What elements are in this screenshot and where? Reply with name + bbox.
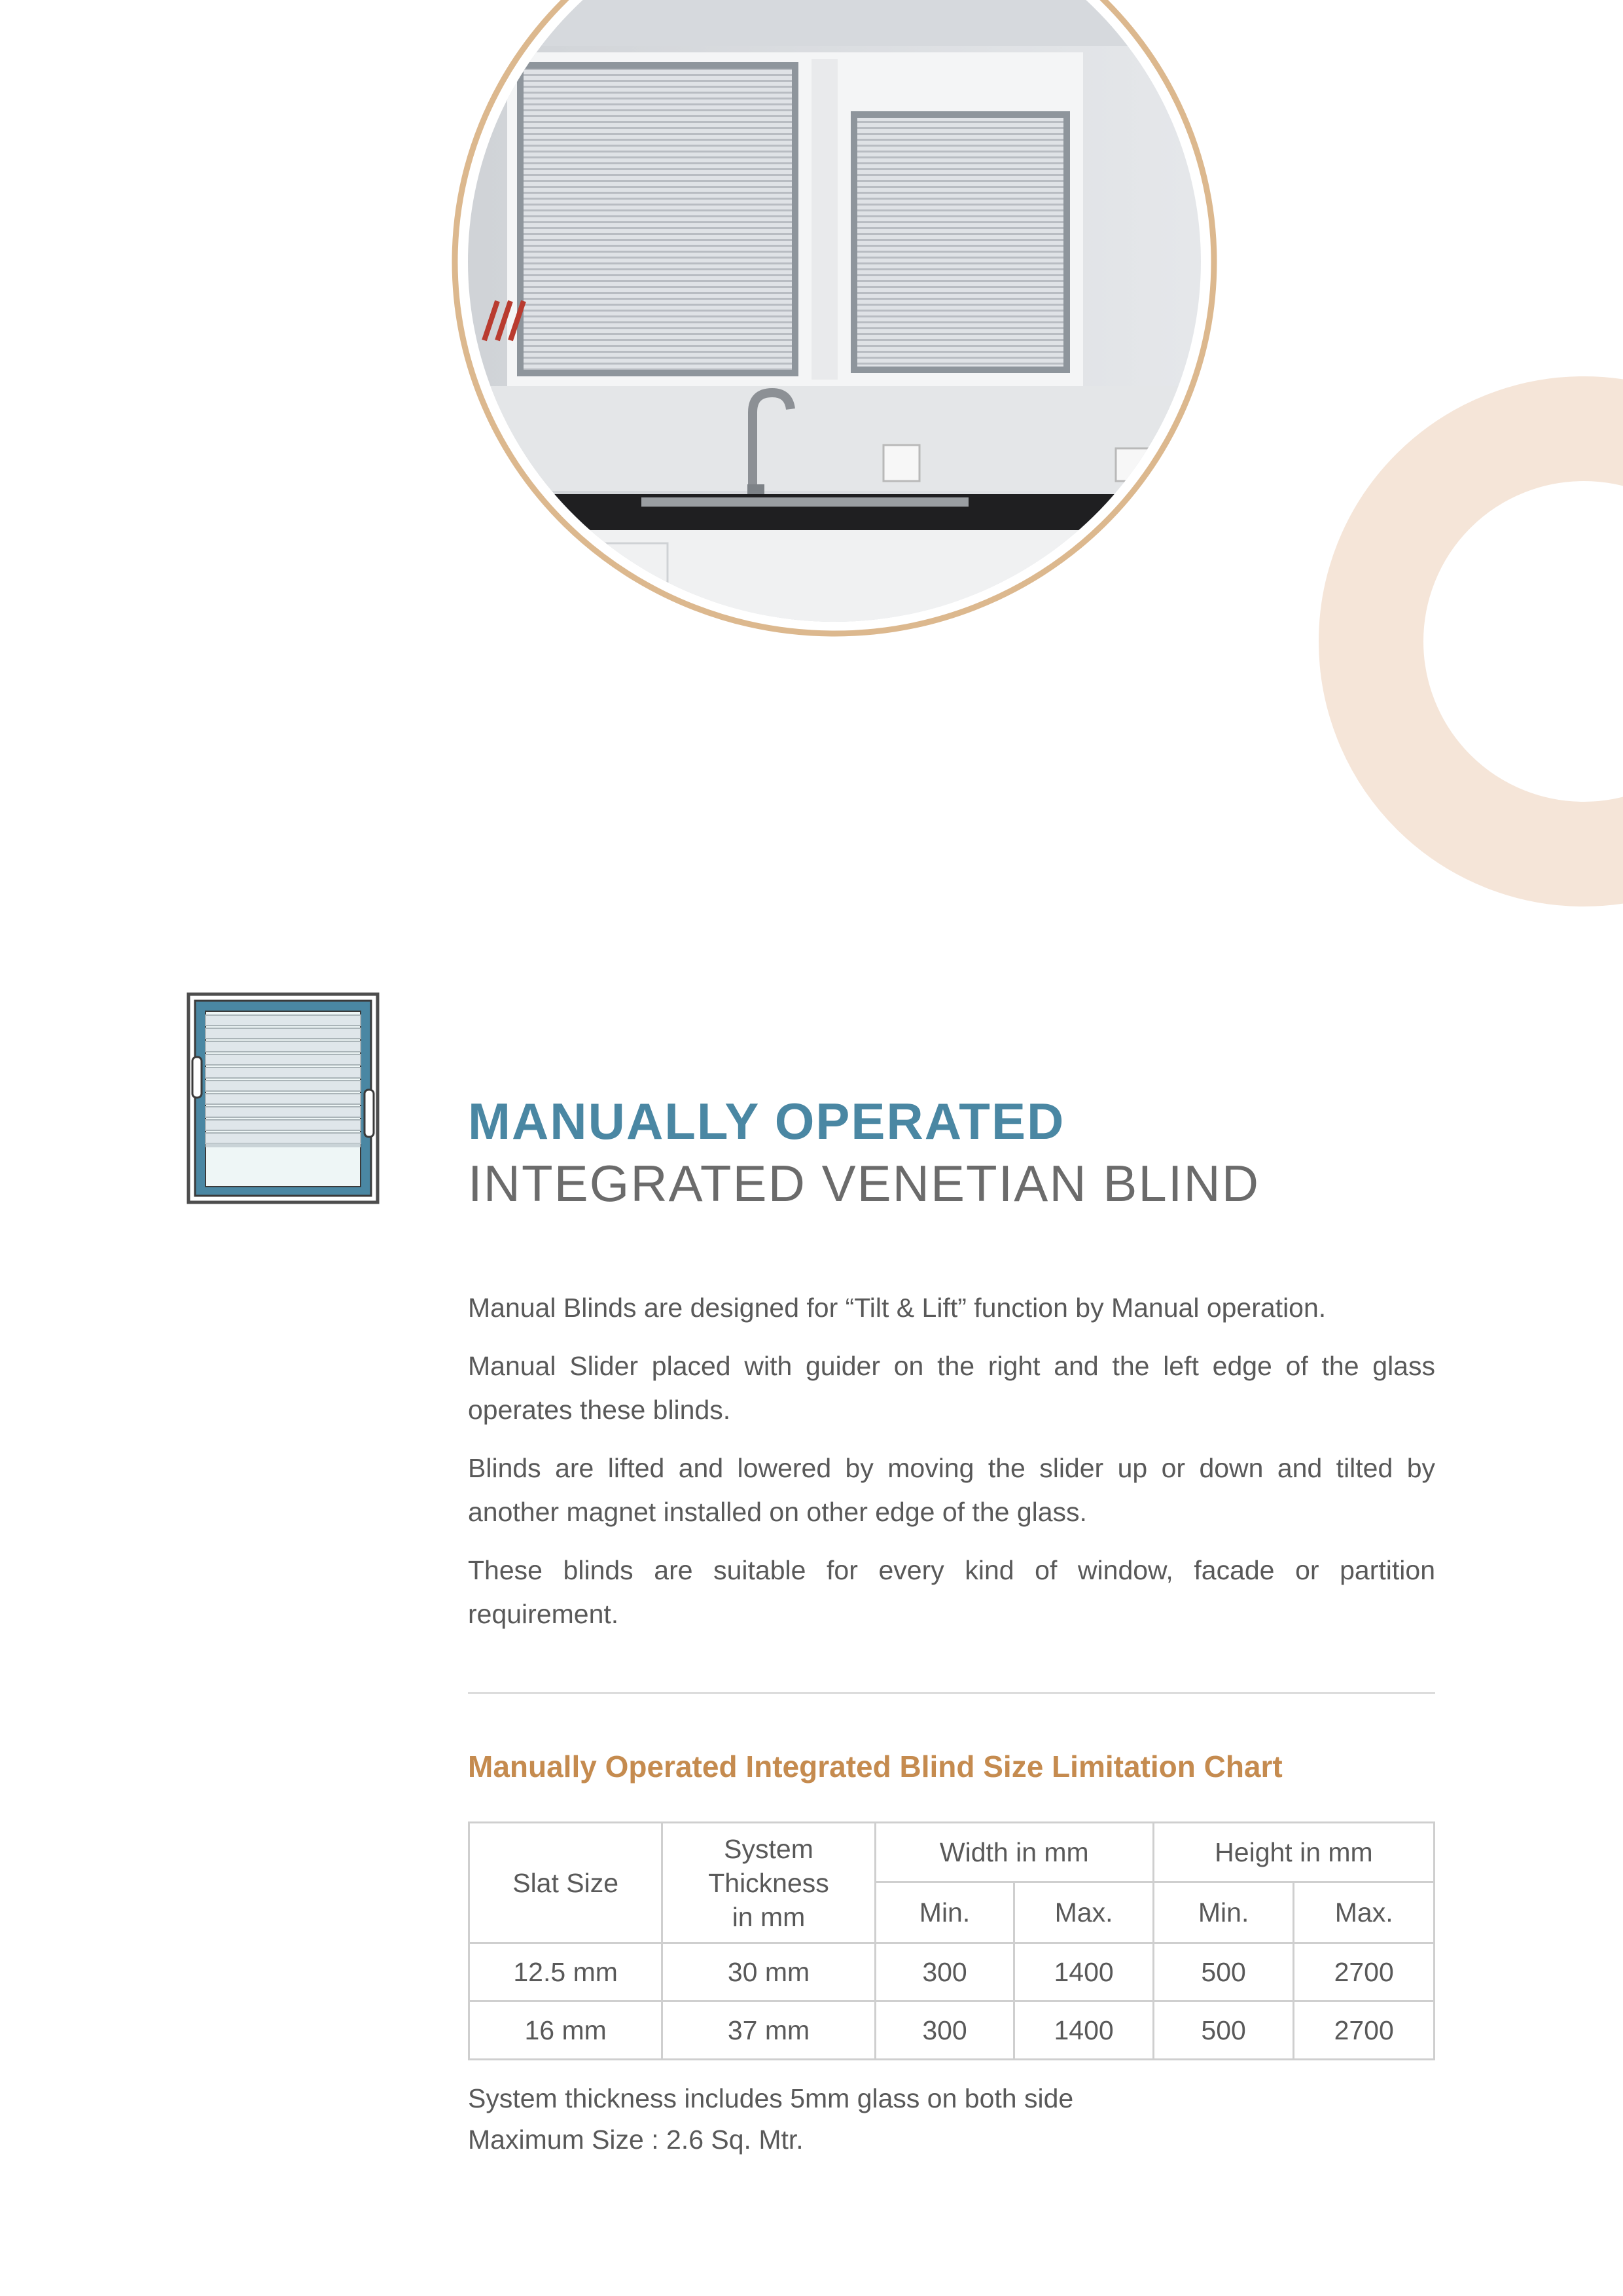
header-system-thickness: [662, 1823, 876, 1943]
cell-width-max: 1400: [1014, 2001, 1154, 2060]
header-width-min: Min.: [875, 1882, 1014, 1943]
header-width: Width in mm: [875, 1823, 1153, 1882]
heading-line-2: INTEGRATED VENETIAN BLIND: [468, 1155, 1260, 1212]
header-height-max: Max.: [1294, 1882, 1435, 1943]
header-slat-size: Slat Size: [469, 1823, 662, 1943]
section-divider: [468, 1692, 1435, 1694]
table-row: [469, 2001, 1435, 2060]
cell-height-min: 500: [1153, 2001, 1294, 2060]
chart-title: Manually Operated Integrated Blind Size Limitation Chart: [468, 1749, 1283, 1784]
cell-height-min: 500: [1153, 1943, 1294, 2001]
header-thickness-line: in mm: [732, 1901, 806, 1932]
note-max-size: Maximum Size : 2.6 Sq. Mtr.: [468, 2125, 804, 2155]
note-thickness: System thickness includes 5mm glass on both side: [468, 2083, 1074, 2113]
cell-width-max: 1400: [1014, 1943, 1154, 2001]
cell-slat: 16 mm: [469, 2001, 662, 2060]
heading-line-1: MANUALLY OPERATED: [468, 1092, 1065, 1150]
cell-width-min: 300: [875, 1943, 1014, 2001]
header-thickness-line: System: [724, 1833, 813, 1864]
header-thickness-line: Thickness: [708, 1867, 829, 1898]
cell-slat: 12.5 mm: [469, 1943, 662, 2001]
table-notes: [468, 2078, 1073, 2161]
window-blind-icon: [186, 992, 380, 1205]
size-limitation-table: [468, 1821, 1435, 2060]
table-row: [469, 1943, 1435, 2001]
cell-width-min: 300: [875, 2001, 1014, 2060]
hero-kitchen-image: [445, 0, 1224, 687]
paragraph-1: Manual Blinds are designed for “Tilt & Lift” function by Manual operation.: [468, 1293, 1327, 1323]
decorative-ring: [1319, 376, 1623, 906]
paragraph-2: Manual Slider placed with guider on the right and the left edge of the glass operates these blinds.: [468, 1351, 1435, 1425]
header-height-min: Min.: [1153, 1882, 1294, 1943]
paragraph-3: Blinds are lifted and lowered by moving the slider up or down and tilted by another magnet installed on other edge of the glass.: [468, 1453, 1435, 1527]
paragraph-4: These blinds are suitable for every kind of window, facade or partition requirement.: [468, 1555, 1435, 1629]
cell-height-max: 2700: [1294, 1943, 1435, 2001]
header-width-max: Max.: [1014, 1882, 1154, 1943]
header-height: Height in mm: [1153, 1823, 1434, 1882]
cell-thickness: 30 mm: [662, 1943, 876, 2001]
table-header-row: [469, 1823, 1435, 1882]
cell-height-max: 2700: [1294, 2001, 1435, 2060]
cell-thickness: 37 mm: [662, 2001, 876, 2060]
description: [468, 1286, 1435, 1651]
